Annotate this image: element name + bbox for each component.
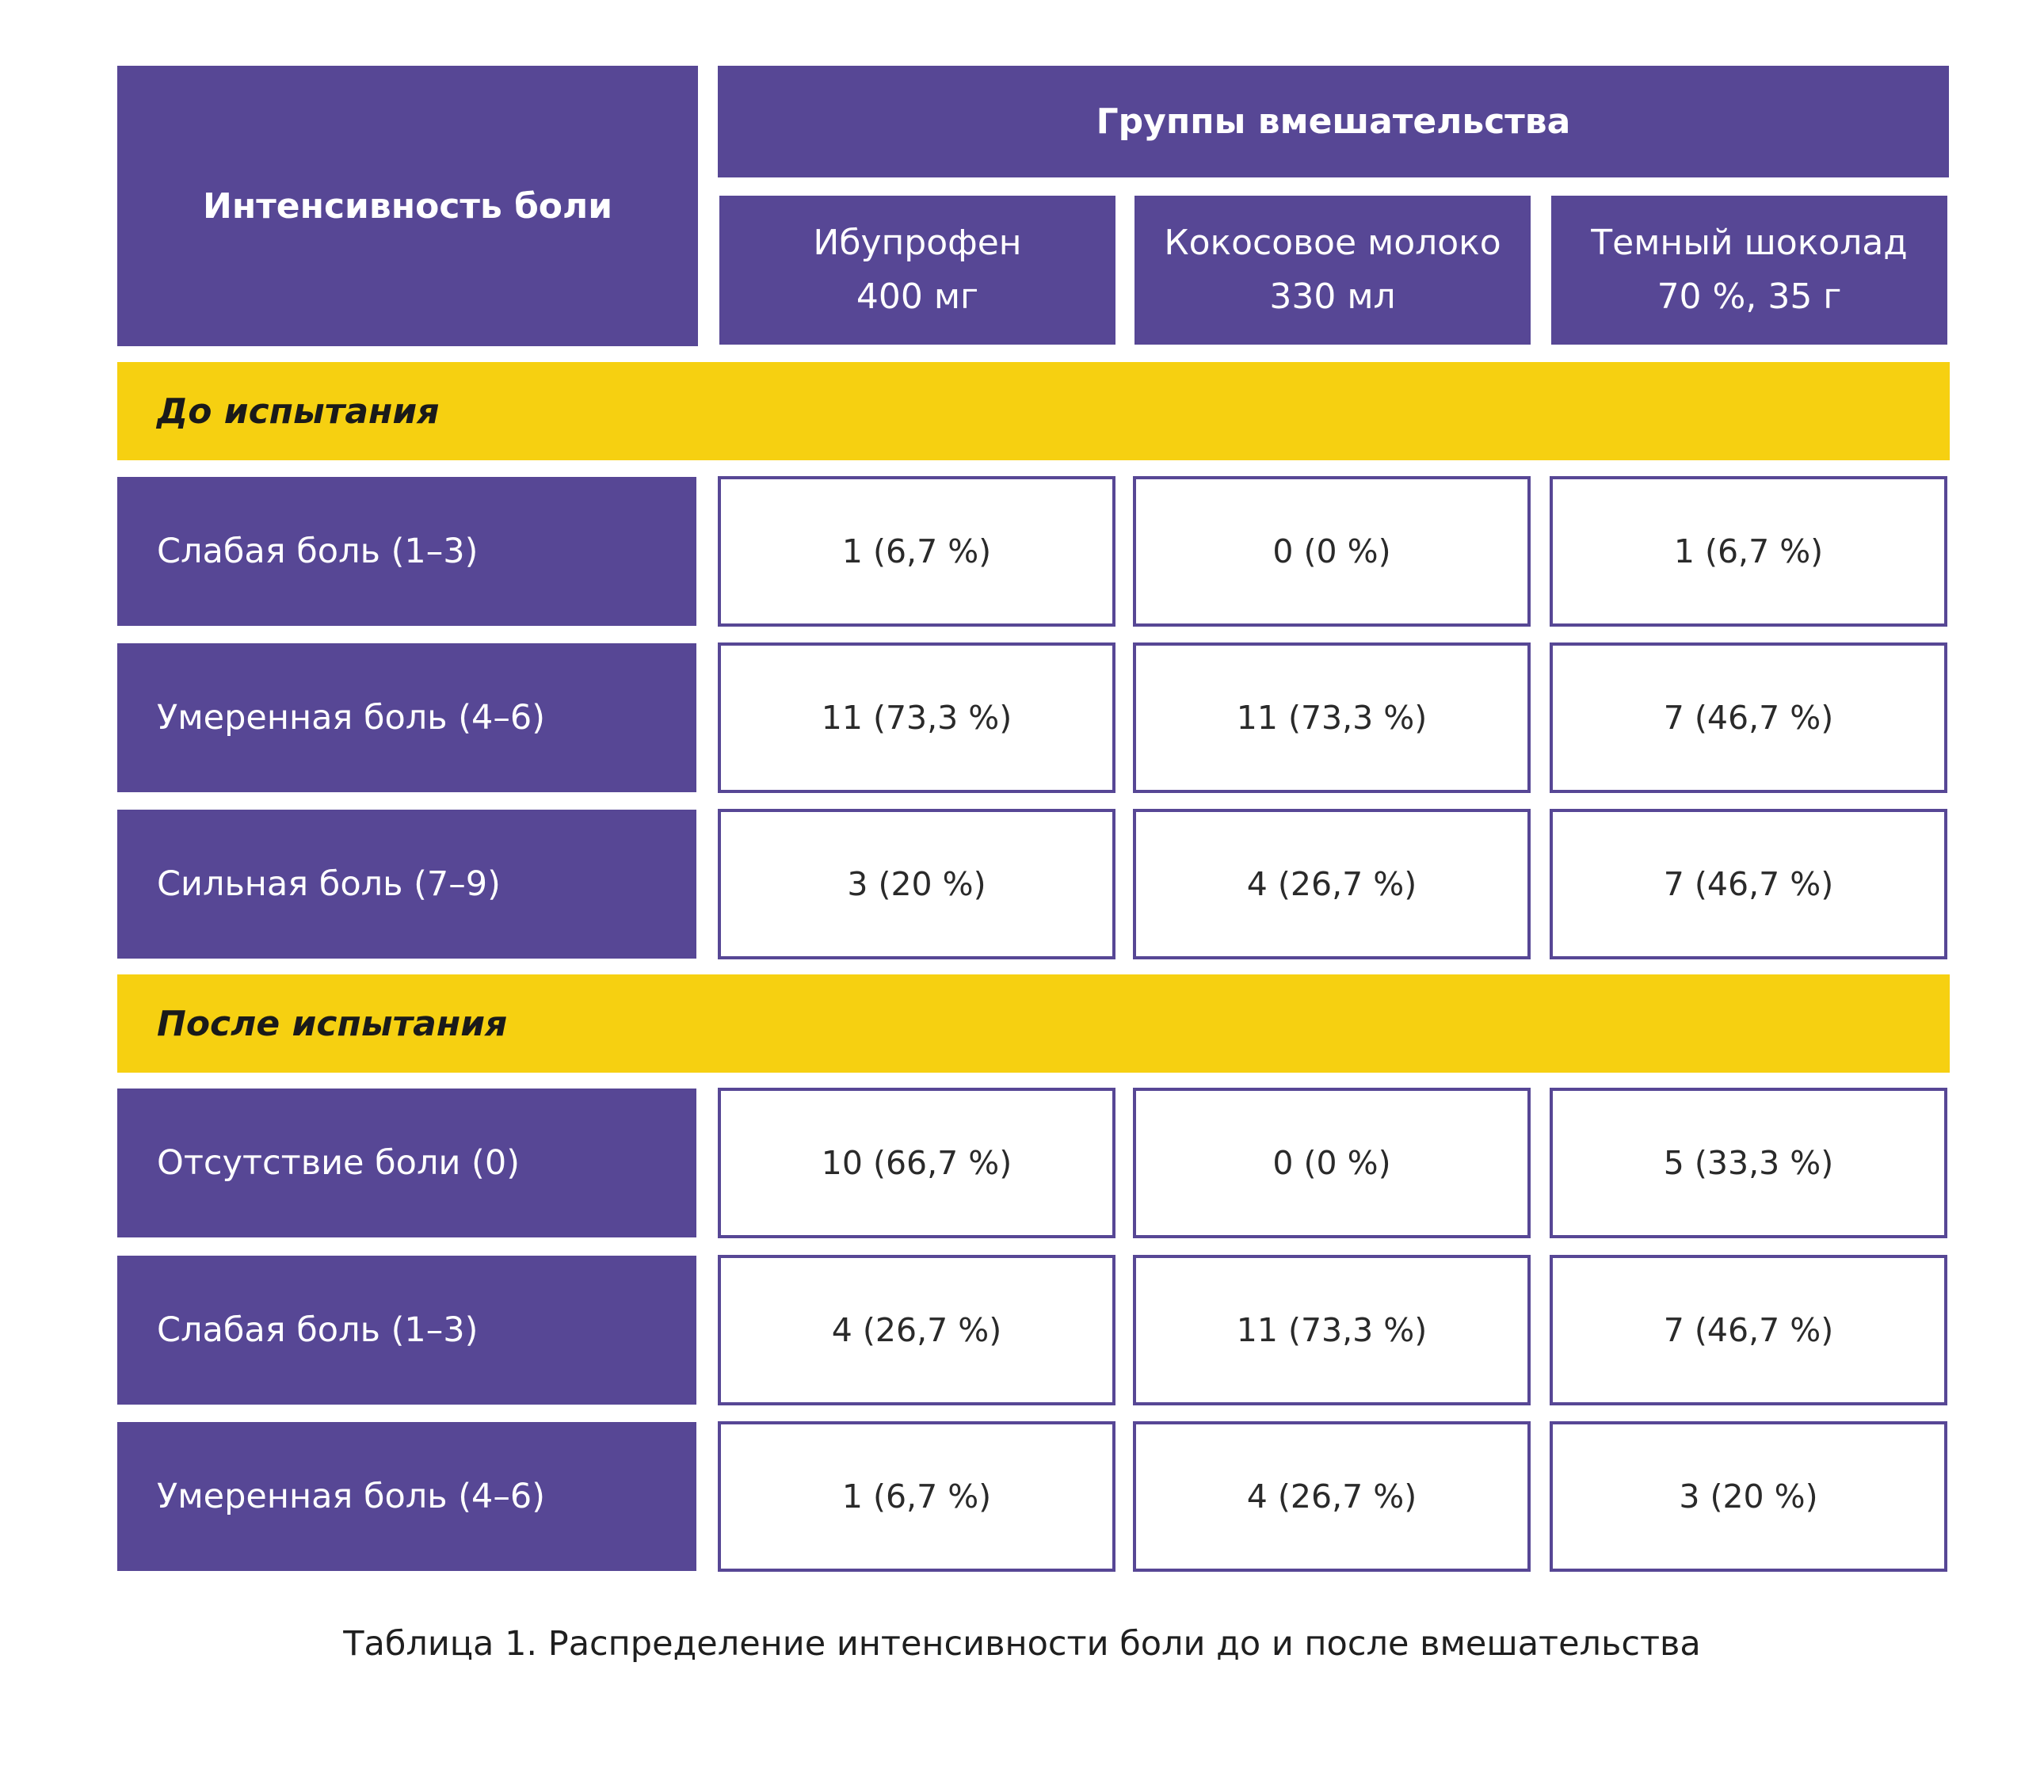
cell-value: 10 (66,7 %)	[821, 1144, 1012, 1182]
cell-value: 11 (73,3 %)	[1236, 1311, 1428, 1349]
cell-value: 7 (46,7 %)	[1663, 865, 1834, 903]
row-label-text: Отсутствие боли (0)	[157, 1143, 520, 1183]
group-header-label: Группы вмешательства	[1096, 101, 1571, 142]
cell-value: 4 (26,7 %)	[831, 1311, 1002, 1349]
row-label-text: Сильная боль (7–9)	[157, 864, 501, 904]
table-cell	[718, 476, 1115, 627]
table-cell	[1550, 642, 1947, 793]
cell-value: 3 (20 %)	[847, 865, 986, 903]
cell-value: 11 (73,3 %)	[1236, 699, 1428, 737]
table-cell	[718, 1088, 1115, 1238]
column-header-dark-chocolate	[1551, 196, 1947, 345]
cell-value: 11 (73,3 %)	[821, 699, 1012, 737]
column-header-name: Кокосовое молоко	[1164, 223, 1501, 263]
row-label	[117, 1089, 696, 1237]
section-title: После испытания	[157, 1003, 508, 1044]
row-label	[117, 1256, 696, 1405]
cell-value: 3 (20 %)	[1679, 1477, 1818, 1516]
table-cell	[1133, 1088, 1531, 1238]
table-cell	[1133, 476, 1531, 627]
table-cell	[718, 642, 1115, 793]
section-header-after	[117, 974, 1950, 1073]
column-header-dose: 70 %, 35 г	[1657, 276, 1842, 317]
section-title: До испытания	[157, 391, 440, 432]
group-header	[718, 66, 1949, 177]
column-header-ibuprofen	[719, 196, 1115, 345]
table-cell	[1133, 642, 1531, 793]
column-header-dose: 330 мл	[1269, 276, 1396, 317]
table-cell	[1133, 1421, 1531, 1572]
column-header-coconut-milk	[1134, 196, 1531, 345]
row-label-text: Умеренная боль (4–6)	[157, 698, 546, 738]
cell-value: 7 (46,7 %)	[1663, 699, 1834, 737]
row-label-text: Слабая боль (1–3)	[157, 532, 479, 571]
cell-value: 1 (6,7 %)	[1673, 532, 1824, 570]
column-header-name: Ибупрофен	[813, 223, 1022, 263]
table-cell	[718, 809, 1115, 959]
row-label	[117, 477, 696, 626]
table-cell	[1550, 476, 1947, 627]
table-cell	[718, 1255, 1115, 1405]
cell-value: 1 (6,7 %)	[841, 1477, 992, 1516]
row-header-label: Интенсивность боли	[203, 185, 613, 227]
row-label	[117, 643, 696, 792]
cell-value: 0 (0 %)	[1272, 532, 1391, 570]
column-header-name: Темный шоколад	[1591, 223, 1908, 263]
cell-value: 4 (26,7 %)	[1246, 865, 1417, 903]
table-cell	[1550, 1255, 1947, 1405]
cell-value: 1 (6,7 %)	[841, 532, 992, 570]
table-cell	[718, 1421, 1115, 1572]
section-header-before	[117, 362, 1950, 460]
column-header-dose: 400 мг	[856, 276, 979, 317]
cell-value: 0 (0 %)	[1272, 1144, 1391, 1182]
row-label	[117, 810, 696, 959]
table-cell	[1550, 1088, 1947, 1238]
table-caption: Таблица 1. Распределение интенсивности боли до и после вмешательства	[343, 1624, 1701, 1664]
cell-value: 4 (26,7 %)	[1246, 1477, 1417, 1516]
table-cell	[1550, 1421, 1947, 1572]
row-label-text: Умеренная боль (4–6)	[157, 1477, 546, 1516]
cell-value: 5 (33,3 %)	[1663, 1144, 1834, 1182]
cell-value: 7 (46,7 %)	[1663, 1311, 1834, 1349]
table-cell	[1133, 809, 1531, 959]
row-label	[117, 1422, 696, 1571]
row-label-text: Слабая боль (1–3)	[157, 1310, 479, 1350]
row-header	[117, 66, 698, 346]
table-cell	[1133, 1255, 1531, 1405]
table-cell	[1550, 809, 1947, 959]
